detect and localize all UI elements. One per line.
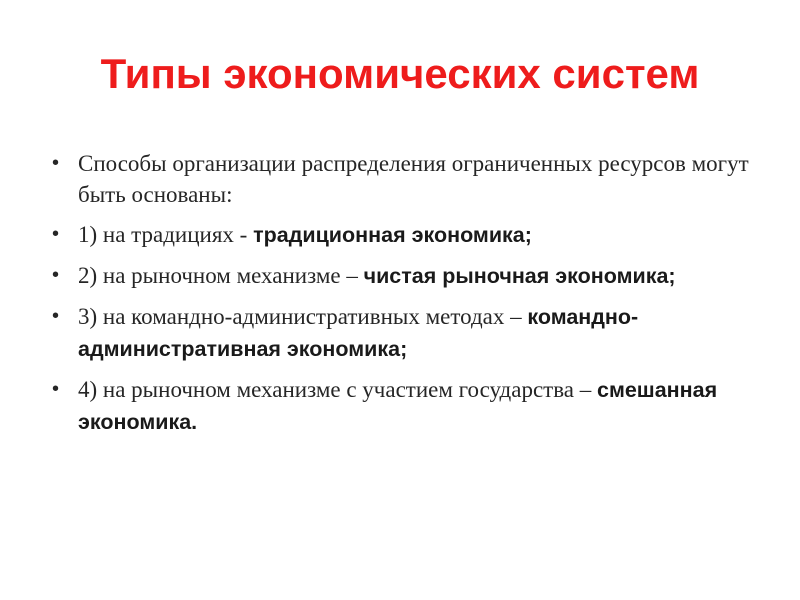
bullet-list [52, 148, 752, 447]
bullet-term: командно-административная экономика; [78, 305, 639, 361]
bullet-marker: • [52, 264, 60, 286]
bullet-text: 4) на рыночном механизме с участием государства – [78, 377, 597, 402]
bullet-text: 1) на традициях - [78, 222, 254, 247]
bullet-term: смешанная экономика. [78, 378, 718, 434]
bullet-marker: • [52, 152, 60, 174]
bullet-term: чистая рыночная экономика; [363, 264, 676, 288]
bullet-text: 2) на рыночном механизме – [78, 263, 364, 288]
bullet-item-mixed [52, 374, 752, 438]
bullet-term: традиционная экономика; [253, 223, 532, 247]
bullet-marker: • [52, 223, 60, 245]
slide-title: Типы экономических систем [100, 50, 700, 97]
bullet-text: 3) на командно-административных методах – [78, 304, 528, 329]
bullet-marker: • [52, 378, 60, 400]
bullet-marker: • [52, 305, 60, 327]
bullet-item-market [52, 260, 752, 292]
bullet-text: Способы организации распределения ограниченных ресурсов могут быть основаны: [78, 151, 749, 207]
bullet-item-traditional [52, 219, 752, 251]
bullet-item-intro [52, 148, 752, 210]
bullet-item-command [52, 301, 752, 365]
